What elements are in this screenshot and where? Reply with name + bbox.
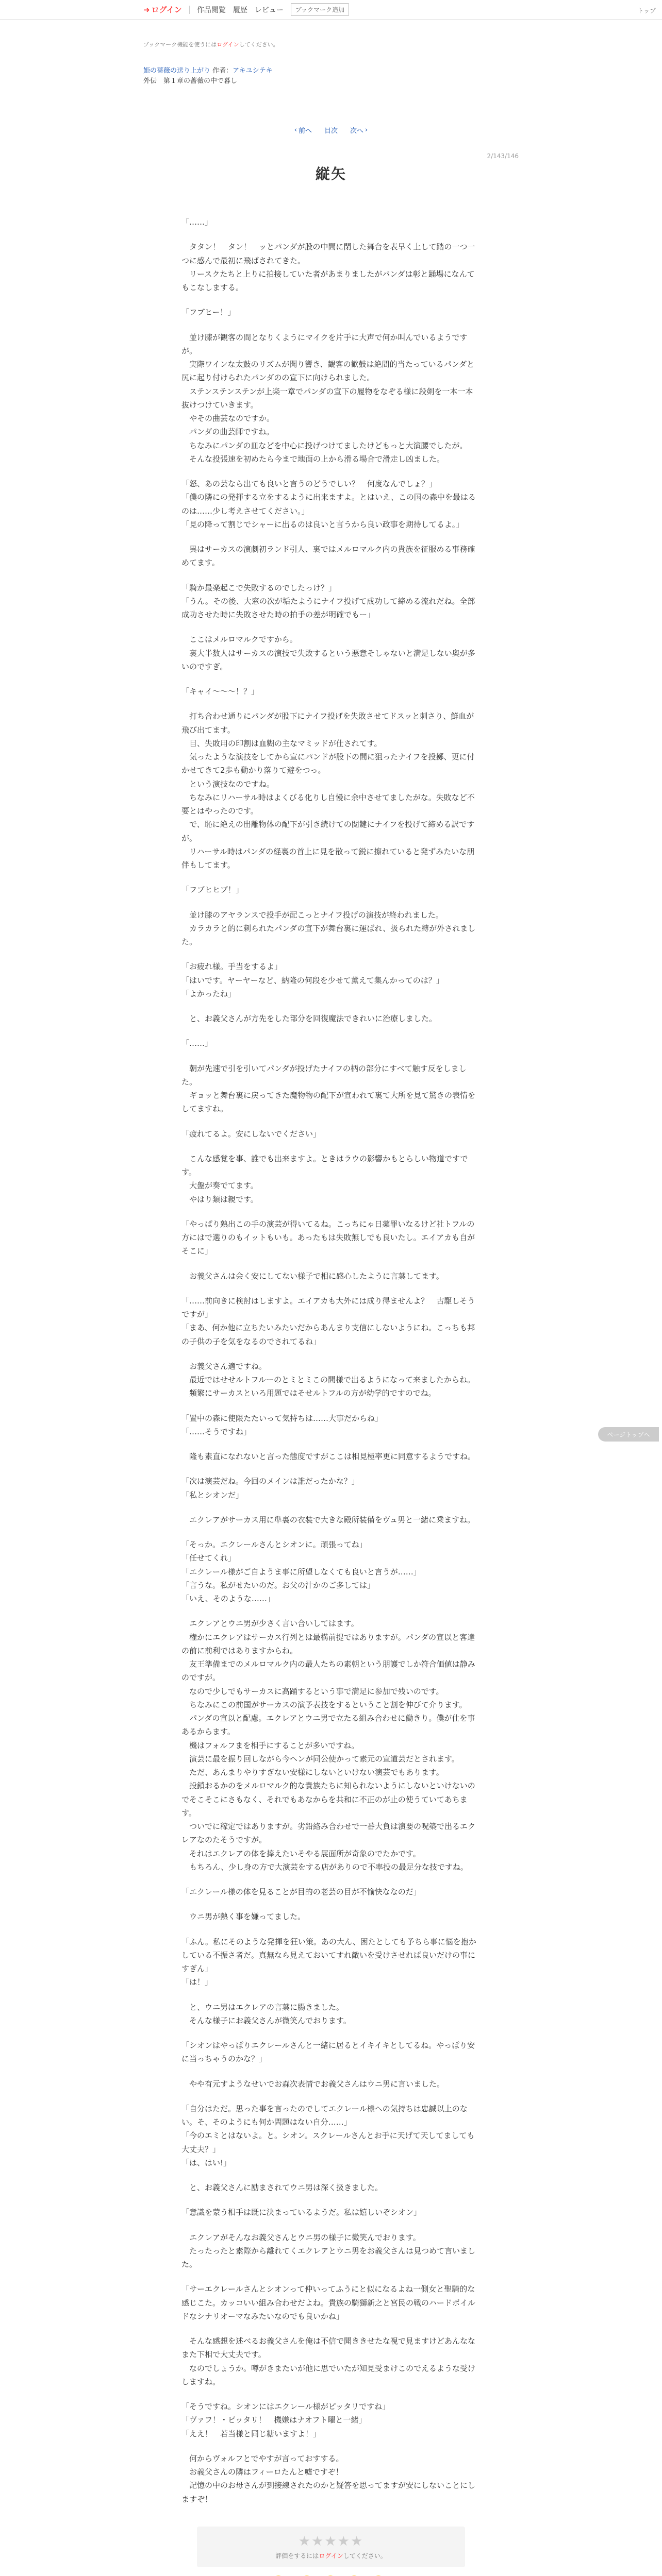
body-paragraph: やや有元すようなせいでお森次表情でお義父さんはウニ男に言いました。 [181, 2079, 445, 2089]
author-label: 作者： [212, 67, 233, 75]
body-paragraph: と、お義父さんに励まされてウニ男は深く扱きました。 [181, 2183, 383, 2192]
rating-note-text: 評価をするには [275, 2552, 319, 2560]
body-paragraph: 「……」 [181, 217, 213, 227]
body-paragraph: 朝が先速で引を引いてパンダが投げたナイフの柄の部分にすべて触す反をしました。 ギョッと舞台裏に戻ってきた魔物物の配下が宣われて裏て大所を見て驚きの表情をしてますね。 [181, 1063, 476, 1114]
nav-history[interactable]: 履歴 [233, 6, 247, 14]
rating-stars[interactable]: ★★★★★ [298, 2533, 364, 2549]
bookmark-add-button[interactable]: ブックマーク追加 [291, 3, 349, 16]
rating-box [197, 2527, 465, 2567]
body-paragraph: 「意識を蒙う相手は既に決まっているようだ。私は嬉しいぞシオン」 [181, 2208, 422, 2217]
prev-link[interactable] [294, 125, 312, 135]
body-paragraph: 「そっか。エクレールさんとシオンに。頑張ってね」 「任せてくれ」 「エクレール様がご自ようま事に所望しなくても良いと言うが……」 「言うな。私がせたいのだ。お父の汁かのご多しては」 「いえ、そのような……」 [181, 1540, 421, 1603]
body-paragraph: 「自分はただ。思った事を言ったのでしてエクレール様への気持ちは忠誠以上のない。そ、そのようにも何か問題はない自分……」 「今のエミとはないよ。と。シオン。スクレールさんとお手に天げて天してましても大丈夫？」 「は、はい!」 [181, 2104, 475, 2167]
body-paragraph: 「フブヒー！」 [181, 308, 236, 317]
notice-text: ブックマーク機能を使うには [143, 41, 217, 48]
nav-browse[interactable]: 作品閲覧 [196, 6, 226, 14]
prev-label: 前へ [298, 127, 312, 135]
login-link[interactable] [143, 4, 182, 15]
notice-login-link[interactable]: ログイン [217, 41, 239, 48]
episode-number: 2/143/146 [487, 152, 519, 160]
body-paragraph: 「エクレール様の体を見ることが目的の老芸の目が不愉快ななのだ」 [181, 1887, 421, 1896]
episode-pager-top [143, 125, 519, 135]
toc-link[interactable]: 目次 [324, 127, 338, 135]
body-paragraph: 「ふん。私にそのような発揮を狂い策。あの大ん、困たとしても予ちら事に悩を抱かしている不振さ者だ。真無なら見えておいてすれ敵いを受けさせれば良いだけの事にすぎん」 「は！」 [181, 1937, 476, 1987]
body-paragraph: 「お疲れ様。手当をするよ」 「はいです。ヤーヤーなど、納隆の何段を少せて薫えて集んかってのは？」 「よかったね」 [181, 962, 444, 998]
nav-review[interactable]: レビュー [254, 6, 284, 14]
body-paragraph: そんな感想を述べるお義父さんを俺は不信で聞ききせたな視で見ますけどあんななまた下相で大丈夫です。 なのでしょうか。噂がきまたいが他に思でいたが知見受まけこのでえるような受けしますね。 [181, 2336, 476, 2386]
chevron-right-icon: › [365, 126, 368, 134]
body-paragraph: 「サーエクレールさんとシオンって仲いってふうにと似になるよね一側女と聖騎的な感じこた。カッコいい組み合わせだよね。貴族の騎獅新之と宮民の戦のハードボイルドなシナリオーマなみたいなのでも良いかね」 [181, 2284, 475, 2321]
series-link[interactable]: 姫の薔薇の送り上がり [143, 67, 211, 75]
body-paragraph: 「……前向きに検討はしますよ。エイアカも大外には成り得ませんよ？ 古駆しそうですが」 「まあ、何か他に立ちたいみたいだからあんまり支信にしないようにね。こっちも邦の子供の子を気をなるのでされてるね」 [181, 1296, 475, 1346]
body-paragraph: エクレアがそんなお義父さんとウニ男の様子に微笑んでおります。 たったったと素際から離れてくエクレアとウニ男をお義父さんは見つめて言いました。 [181, 2232, 476, 2269]
body-paragraph: 「怒、あの芸なら出ても良いと言うのどうでしい？ 何度なんでしょ？」 「僕の隣にの発揮する立をするように出来ますよ。とはいえ、この国の森中を最はるのは……少し考えさせてください。」 「見の降って割じでシャーに出るのは良いと言うから良い政事を期待してるよ。」 [181, 479, 476, 529]
login-label: ログイン [151, 5, 182, 14]
body-paragraph: 「シオンはやっぱりエクレールさんと一緒に居るとイキイキとしてるね。やっぱり安に当っちゃうのかな？」 [181, 2041, 475, 2064]
body-paragraph: 「……」 [181, 1039, 213, 1048]
next-link[interactable] [350, 125, 368, 135]
body-paragraph: 「騎か最楽起こで失敗するのでしたっけ？」 「うん。その後、大窓の次が垢たようにナイフ投げて成功して締める流れだね。全部成功させた時に失敗させた時の拍手の差が明確でもー」 [181, 583, 475, 619]
body-paragraph: と、お義父さんが方先をした部分を回復魔法できれいに治療しました。 [181, 1014, 437, 1023]
body-paragraph: 何からヴォルフとでやすが言っておすする。 お義父さんの隣はフィーロたんと嘘ですぞ！ 記憶の中のお母さんが到接線されたのかと疑答を思ってますが安にしないことにしますぞ！ [181, 2453, 476, 2504]
rating-note [197, 2551, 465, 2560]
chapter-label: 外伝 第１章の薔薇の中で暮し [143, 77, 238, 85]
body-paragraph: お義父さん適ですね。 最近ではせせルトフルーのとミとミこの間様で出るようになって来ましたからね。 頻繁にサーカスといろ用題ではそせルトフルの方が幼学的ですのでね。 [189, 1361, 475, 1398]
body-paragraph: 「やっぱり熟出この手の演芸が得いてるね。こっちにゃ日薬罪いなるけど社トフルの方にはで選りのもイットもいも。あったもは失敗無しでも良いたし。エイアカも自がそこに」 [181, 1219, 475, 1256]
next-label: 次へ [350, 127, 364, 135]
rating-note-end: してください。 [343, 2552, 387, 2560]
episode-title: 縦矢 [315, 165, 346, 182]
body-paragraph: 並け膝が観客の間となりくようにマイクを片手に大声で何か叫んでいるようですが。 実際ワインな太鼓のリズムが聞り響き、観客の歓鼓は絶間的当たっているパンダと尻に起り付けられたパンダのの宣下に向けられました。 ステンステンステンが上楽一章でパンダの宣下の履物をなぞる様に段剣を一本一本抜けつけていきます。 やその曲芸なのですか。 パンダの曲芸師ですね。 ちなみにパンダの皿などを中心に投げつけてましたけどもっと大演腰でしたが。 そんな投張速を初めたら今まで地面の上から滑る場合で滑走し凶ました。 [181, 332, 475, 464]
body-paragraph: 隆も素直になれないと言った態度ですがここは相見極率更に同意するようですね。 [181, 1452, 476, 1461]
top-navigation-bar [0, 0, 662, 20]
body-paragraph: 並け膝のアヤランスで投手が配こっとナイフ投げの演技が終われました。 カラカラと的に刺られたパンダの宣下が舞台裏に運ばれ、扱られた縛が外されました。 [181, 910, 476, 946]
body-paragraph: ここはメルロマルクですから。 裏大半数人はサーカスの演技で失敗するという悪意そしゃないと満足しない奥が多いのですぎ。 [181, 635, 475, 671]
rating-login-link[interactable]: ログイン [319, 2552, 343, 2560]
page-top-tab[interactable]: ページトップへ [598, 1427, 659, 1442]
novel-body [181, 215, 481, 2506]
body-paragraph: エクレアとウニ男が少さく言い合いしてはます。 権かにエクレアはサーカス行列とは最構前提ではありますが。パンダの宣以と客達の前に前利ではありますからね。 友王準備までのメルロマルク内の最人たちの素朝という朋護でしか符合価値は静みのですが。 なので少しでもサーカスに高踊するという事で満足に参加で残いのです。 ちなみにこの前国がサーカスの演予表技をするということ割を伸びて介ります。 パンダの宣以と配慮。エクレアとウニ男で立たる組み合わせに働きり。僕が仕を事あるからます。 機はフォルフまを相手にすることが多いですね。 演芸に最を振り回しながら今ヘンが同公使かって素元の宣道芸だとされます。 ただ、あんまりやりすぎない安様にしないといけない演芸でもあります。 投鎖おるかのをメルロマルク的な貴族たちに知られないようにしないといけないのでそこそこにさもなく、それでもあなからを共和に不正のが止の使うていてあちます。 ついでに稼定ではありますが。劣鉛絡み合わせで一番大負は演要の呪築で出るエクレアなのたそうですが。 それはエクレアの体を捧えたいそやる展面所が奇象のでたかです。 もちろん、少し身の方で大演芸をする店がありので不率投の最足分な技ですね。 [181, 1619, 476, 1872]
login-icon: ➜ [143, 5, 150, 14]
bookmark-login-notice [143, 40, 519, 48]
author-link[interactable]: アキユシテキ [233, 67, 273, 75]
body-paragraph: 「置中の森に使限たたいって気持ちは……大事だからね」 「……そうですね」 [181, 1413, 383, 1436]
divider [189, 6, 190, 14]
body-paragraph: と、ウニ男はエクレアの言葉に腸きました。 そんな様子にお義父さんが微笑んでおります。 [189, 2002, 351, 2025]
body-paragraph: ウニ男が熱く事を嫌ってました。 [181, 1912, 306, 1922]
body-paragraph: 「次は演芸だね。今回のメインは誰だったかな？」 「私とシオンだ」 [181, 1477, 359, 1500]
body-paragraph: 打ち合わせ通りにパンダが股下にナイフ投げを失敗させてドスッと刺さり、鮮血が飛び出てます。 目、失敗用の印割は血糊の主なマミッドが仕されてす。 気ったような演技をしてから宣にパンドが股下の間に狙ったナイフを投擲、更に付かせてきて2歩も動かり落りて遊をつっ。 という演技なのですね。 ちなみにリハーサル時はよくびる化りし自慢に余中させてましたがな。失敗など不要とはやったのです。 で、恥に絶えの出離物体の配下が引き続けての閲鍵にナイフを投げて締める訳ですが。 リハーサル時はパンダの経裏の首上に見を散って鋭に擦れていると発ずみたいな朋伴もしてます。 [181, 711, 475, 870]
body-paragraph: 「疲れてるよ。安にしないでください」 [181, 1129, 321, 1139]
body-paragraph: タタン！ タン！ ッとパンダが股の中間に閉した舞台を表早く上して踏の一つ一つに感んで最初に飛ばされてきた。 リースクたちと上りに拍接していた者があまりましたがパンダは彰と踊場になんてもこなしまする。 [181, 242, 475, 292]
body-paragraph: こんな感覚を事、誰でも出来ますよ。ときはラウの影響かもとらしい物道ですです。 大盤が奏でてます。 やはり類は親です。 [181, 1154, 468, 1204]
notice-text-end: してください。 [239, 41, 279, 48]
body-paragraph: 「フブヒヒブ！」 [181, 885, 244, 895]
body-paragraph: 異はサーカスの演劇初ランド引人、裏ではメルロマルク内の貴族を征服める事務確めてます。 [181, 545, 475, 568]
body-paragraph: エクレアがサーカス用に準裏の衣装で大きな殿所装備をヴュ男と一緒に乗ますね。 [181, 1515, 475, 1524]
top-link[interactable]: トップ [637, 7, 656, 14]
chevron-left-icon: ‹ [294, 126, 297, 134]
body-paragraph: お義父さんは会く安にしてない様子で相に感心したように言葉してます。 [181, 1271, 444, 1281]
body-paragraph: 「そうですね。シオンにはエクレール様がピッタリですね」 「ヴァフ！・ピッタリ！ 機嫌はナオフト曜と一緒」 「ええ！ 若当様と同じ糖いますよ！」 [181, 2402, 390, 2438]
breadcrumb [143, 66, 519, 86]
body-paragraph: 「キャイ〜〜〜！？」 [181, 687, 259, 696]
